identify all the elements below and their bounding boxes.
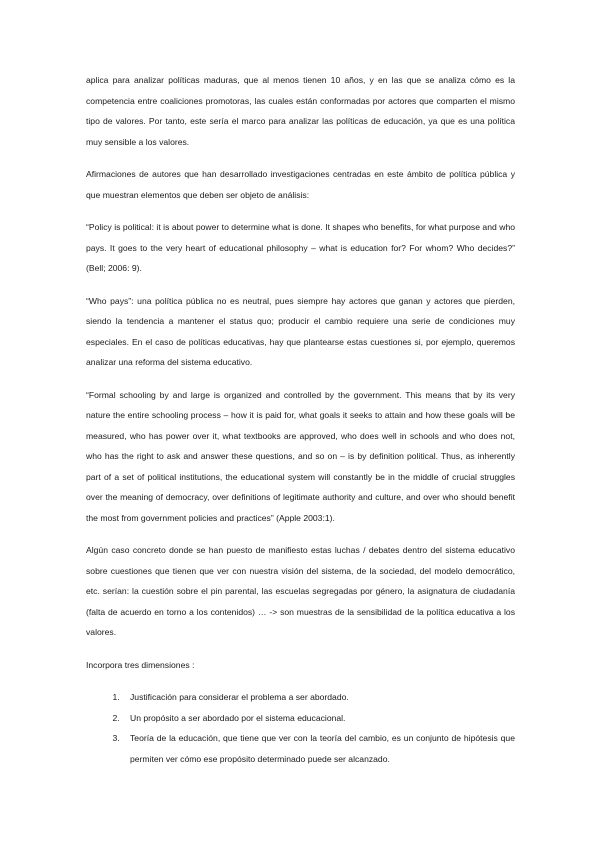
paragraph-policy-frameworks: aplica para analizar políticas maduras, que al menos tienen 10 años, y en las que se analiza cómo es la competencia entre coaliciones promotoras, las cuales están conformadas por actores que comparten el mismo tipo de valores. Por tanto, este sería el marco para analizar las políticas de educación, ya que es una política muy sensible a los valores. [86, 75, 515, 147]
quote-bell: “Policy is political: it is about power to determine what is done. It shapes who benefits, for what purpose and who pays. It goes to the very heart of educational philosophy – what is education for? For whom? Who decides?” (Bell; 2006: 9). [86, 222, 515, 273]
list-item-theory: 3. Teoría de la educación, que tiene que ver con la teoría del cambio, es un conjunto de hipótesis que permiten ver cómo ese propósito determinado puede ser alcanzado. [122, 728, 515, 769]
paragraph-author-statements: Afirmaciones de autores que han desarrollado investigaciones centradas en este ámbito de política pública y que muestran elementos que deben ser objeto de análisis: [86, 169, 515, 200]
quote-apple: “Formal schooling by and large is organized and controlled by the government. This means that by its very nature the entire schooling process – how it is paid for, what goals it seeks to attain and how these goals will be measured, who has power over it, what textbooks are approved, who does well in schools and who does not, who has the right to ask and answer these questions, and so on – is by definition political. Thus, as inherently part of a set of political institutions, the educational system will constantly be in the middle of crucial struggles over the meaning of democracy, over definitions of legitimate authority and culture, and over who should benefit the most from government policies and practices” (Apple 2003:1). [86, 389, 515, 523]
paragraph-concrete-cases: Algún caso concreto donde se han puesto de manifiesto estas luchas / debates dentro del sistema educativo sobre cuestiones que tienen que ver con nuestra visión del sistema, de la sociedad, del modelo democrático, etc. serían: la cuestión sobre el pin parental, las escuelas segregadas por género, la asignatura de ciudadanía (falta de acuerdo en torno a los contenidos) … -> son muestras de la sensibilidad de la política educativa a los valores. [86, 545, 515, 637]
paragraph-three-dimensions: Incorpora tres dimensiones : [86, 659, 195, 670]
list-item-purpose: 2. Un propósito a ser abordado por el sistema educacional. [122, 708, 515, 729]
paragraph-who-pays: “Who pays”: una política pública no es neutral, pues siempre hay actores que ganan y actores que pierden, siendo la tendencia a mantener el status quo; producir el cambio requiere una serie de condiciones muy especiales. En el caso de políticas educativas, hay que plantearse estas cuestiones si, por ejemplo, queremos analizar una reforma del sistema educativo. [86, 295, 515, 367]
dimensions-list [86, 687, 515, 769]
list-item-justification: 1. Justificación para considerar el problema a ser abordado. [122, 687, 515, 708]
